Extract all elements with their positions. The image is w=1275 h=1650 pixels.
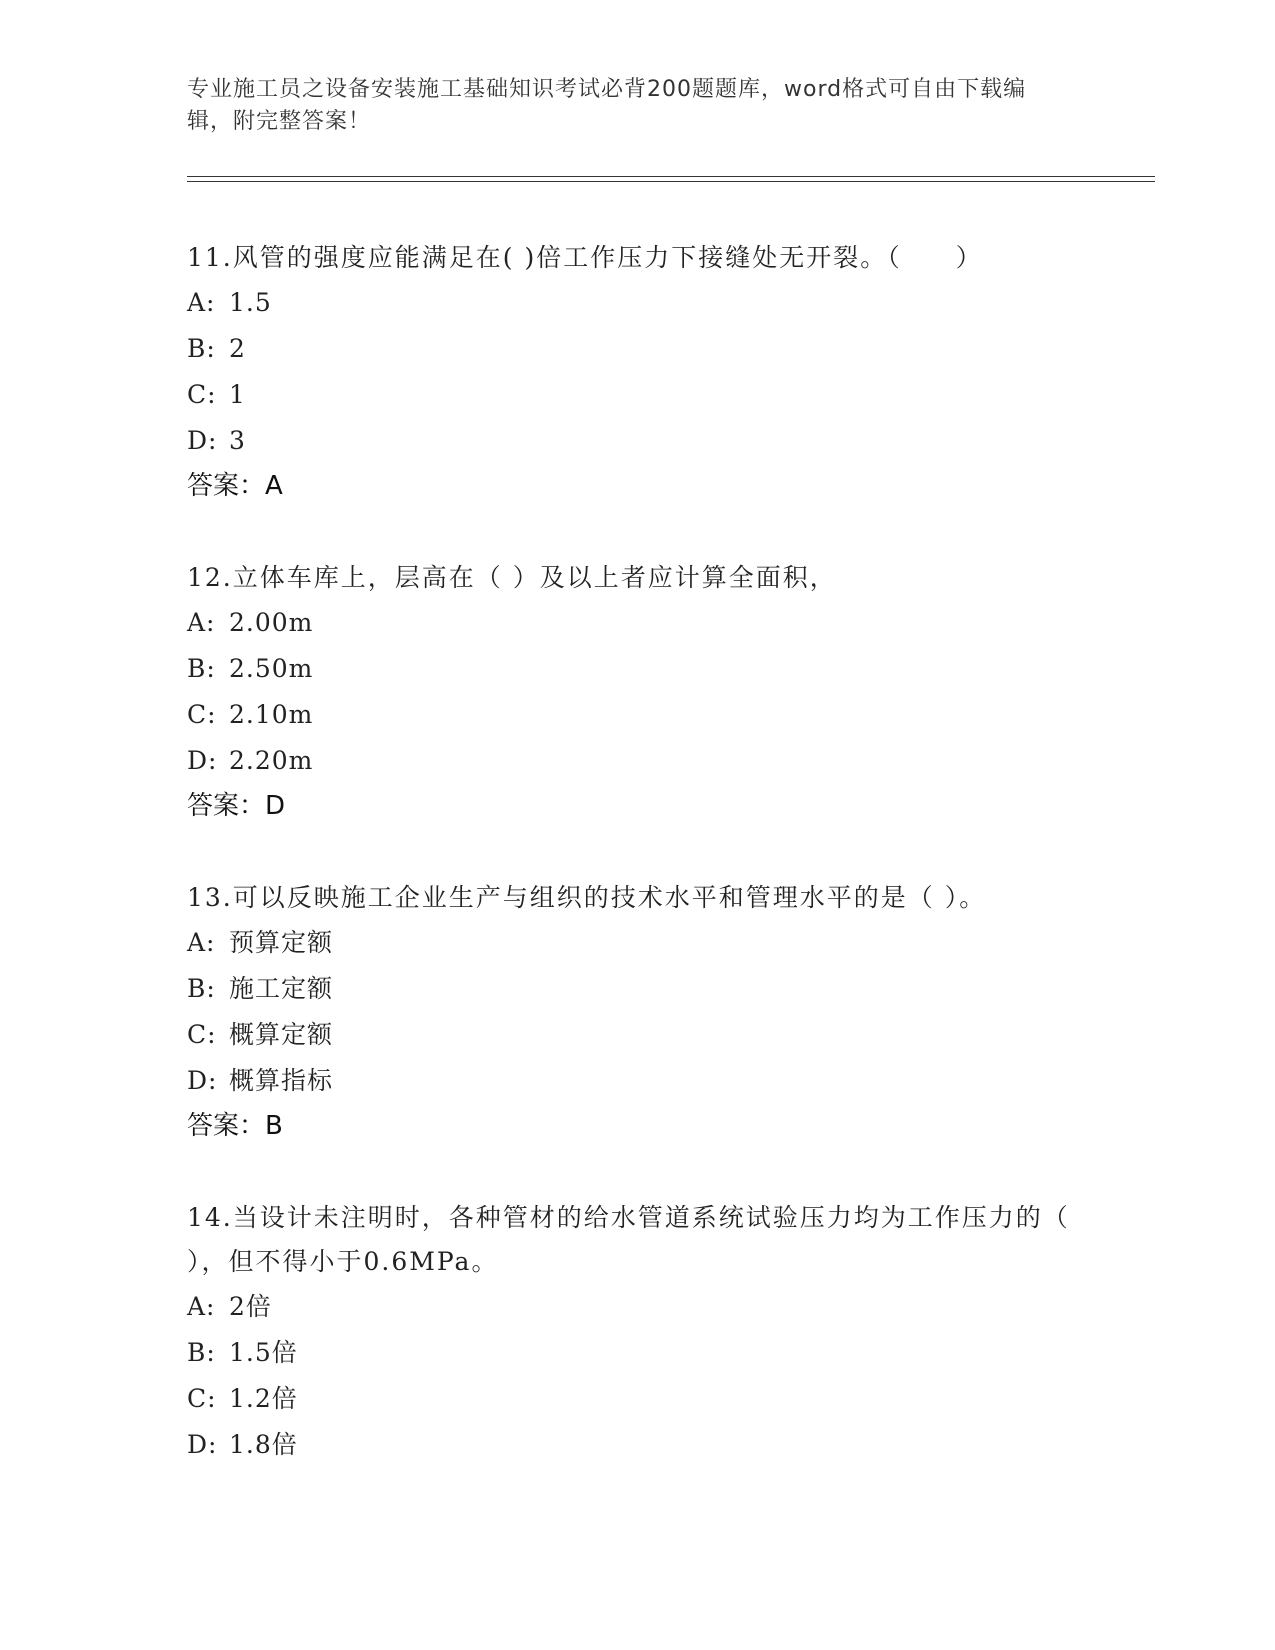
question-stem: 14.当设计未注明时，各种管材的给水管道系统试验压力均为工作压力的（ ），但不得小于0.6MPa。	[187, 1203, 1070, 1276]
option-text: 2	[229, 334, 246, 363]
answer-key: 答案：A	[187, 471, 283, 501]
option-d	[187, 738, 1087, 784]
option-c	[187, 372, 1087, 418]
option-text: 2.20m	[229, 746, 314, 775]
answer-key: 答案：B	[187, 1111, 283, 1141]
option-b	[187, 1330, 1087, 1376]
option-c	[187, 1012, 1087, 1058]
option-letter: B:	[187, 1338, 216, 1367]
option-letter: D:	[187, 426, 218, 455]
option-a	[187, 920, 1087, 966]
option-text: 1	[229, 380, 246, 409]
option-b	[187, 646, 1087, 692]
option-text: 1.5倍	[229, 1338, 298, 1367]
question-12	[187, 556, 1087, 828]
document-header	[187, 74, 1067, 138]
option-d	[187, 1422, 1087, 1468]
option-letter: C:	[187, 700, 217, 729]
question-stem: 11.风管的强度应能满足在( )倍工作压力下接缝处无开裂。（ ）	[187, 243, 983, 272]
option-a	[187, 1284, 1087, 1330]
option-a	[187, 600, 1087, 646]
question-stem: 13.可以反映施工企业生产与组织的技术水平和管理水平的是（ ）。	[187, 883, 987, 912]
option-letter: D:	[187, 1066, 218, 1095]
option-a	[187, 280, 1087, 326]
option-text: 1.2倍	[229, 1384, 298, 1413]
header-divider-bottom	[187, 181, 1155, 182]
option-text: 概算指标	[229, 1066, 334, 1095]
option-letter: C:	[187, 1384, 217, 1413]
option-text: 1.8倍	[229, 1430, 298, 1459]
option-letter: A:	[187, 608, 216, 637]
option-text: 1.5	[229, 288, 272, 317]
document-title: 专业施工员之设备安装施工基础知识考试必背200题题库，word格式可自由下载编辑，附完整答案！	[187, 77, 1027, 134]
option-d	[187, 1058, 1087, 1104]
option-letter: D:	[187, 1430, 218, 1459]
option-b	[187, 326, 1087, 372]
question-stem: 12.立体车库上，层高在（ ）及以上者应计算全面积，	[187, 563, 837, 592]
option-letter: B:	[187, 654, 216, 683]
header-divider-top	[187, 176, 1155, 177]
question-13	[187, 876, 1087, 1148]
option-text: 施工定额	[229, 974, 334, 1003]
option-text: 2.10m	[229, 700, 314, 729]
option-text: 3	[229, 426, 246, 455]
option-letter: A:	[187, 928, 216, 957]
option-letter: C:	[187, 380, 217, 409]
option-letter: A:	[187, 288, 216, 317]
option-text: 概算定额	[229, 1020, 334, 1049]
question-14	[187, 1196, 1087, 1468]
option-text: 2.50m	[229, 654, 314, 683]
answer-key: 答案：D	[187, 791, 286, 821]
question-11	[187, 236, 1087, 508]
option-d	[187, 418, 1087, 464]
option-c	[187, 692, 1087, 738]
option-letter: C:	[187, 1020, 217, 1049]
option-text: 2倍	[229, 1292, 272, 1321]
option-letter: B:	[187, 334, 216, 363]
option-c	[187, 1376, 1087, 1422]
option-b	[187, 966, 1087, 1012]
option-text: 预算定额	[229, 928, 334, 957]
option-letter: A:	[187, 1292, 216, 1321]
option-letter: D:	[187, 746, 218, 775]
option-letter: B:	[187, 974, 216, 1003]
option-text: 2.00m	[229, 608, 314, 637]
